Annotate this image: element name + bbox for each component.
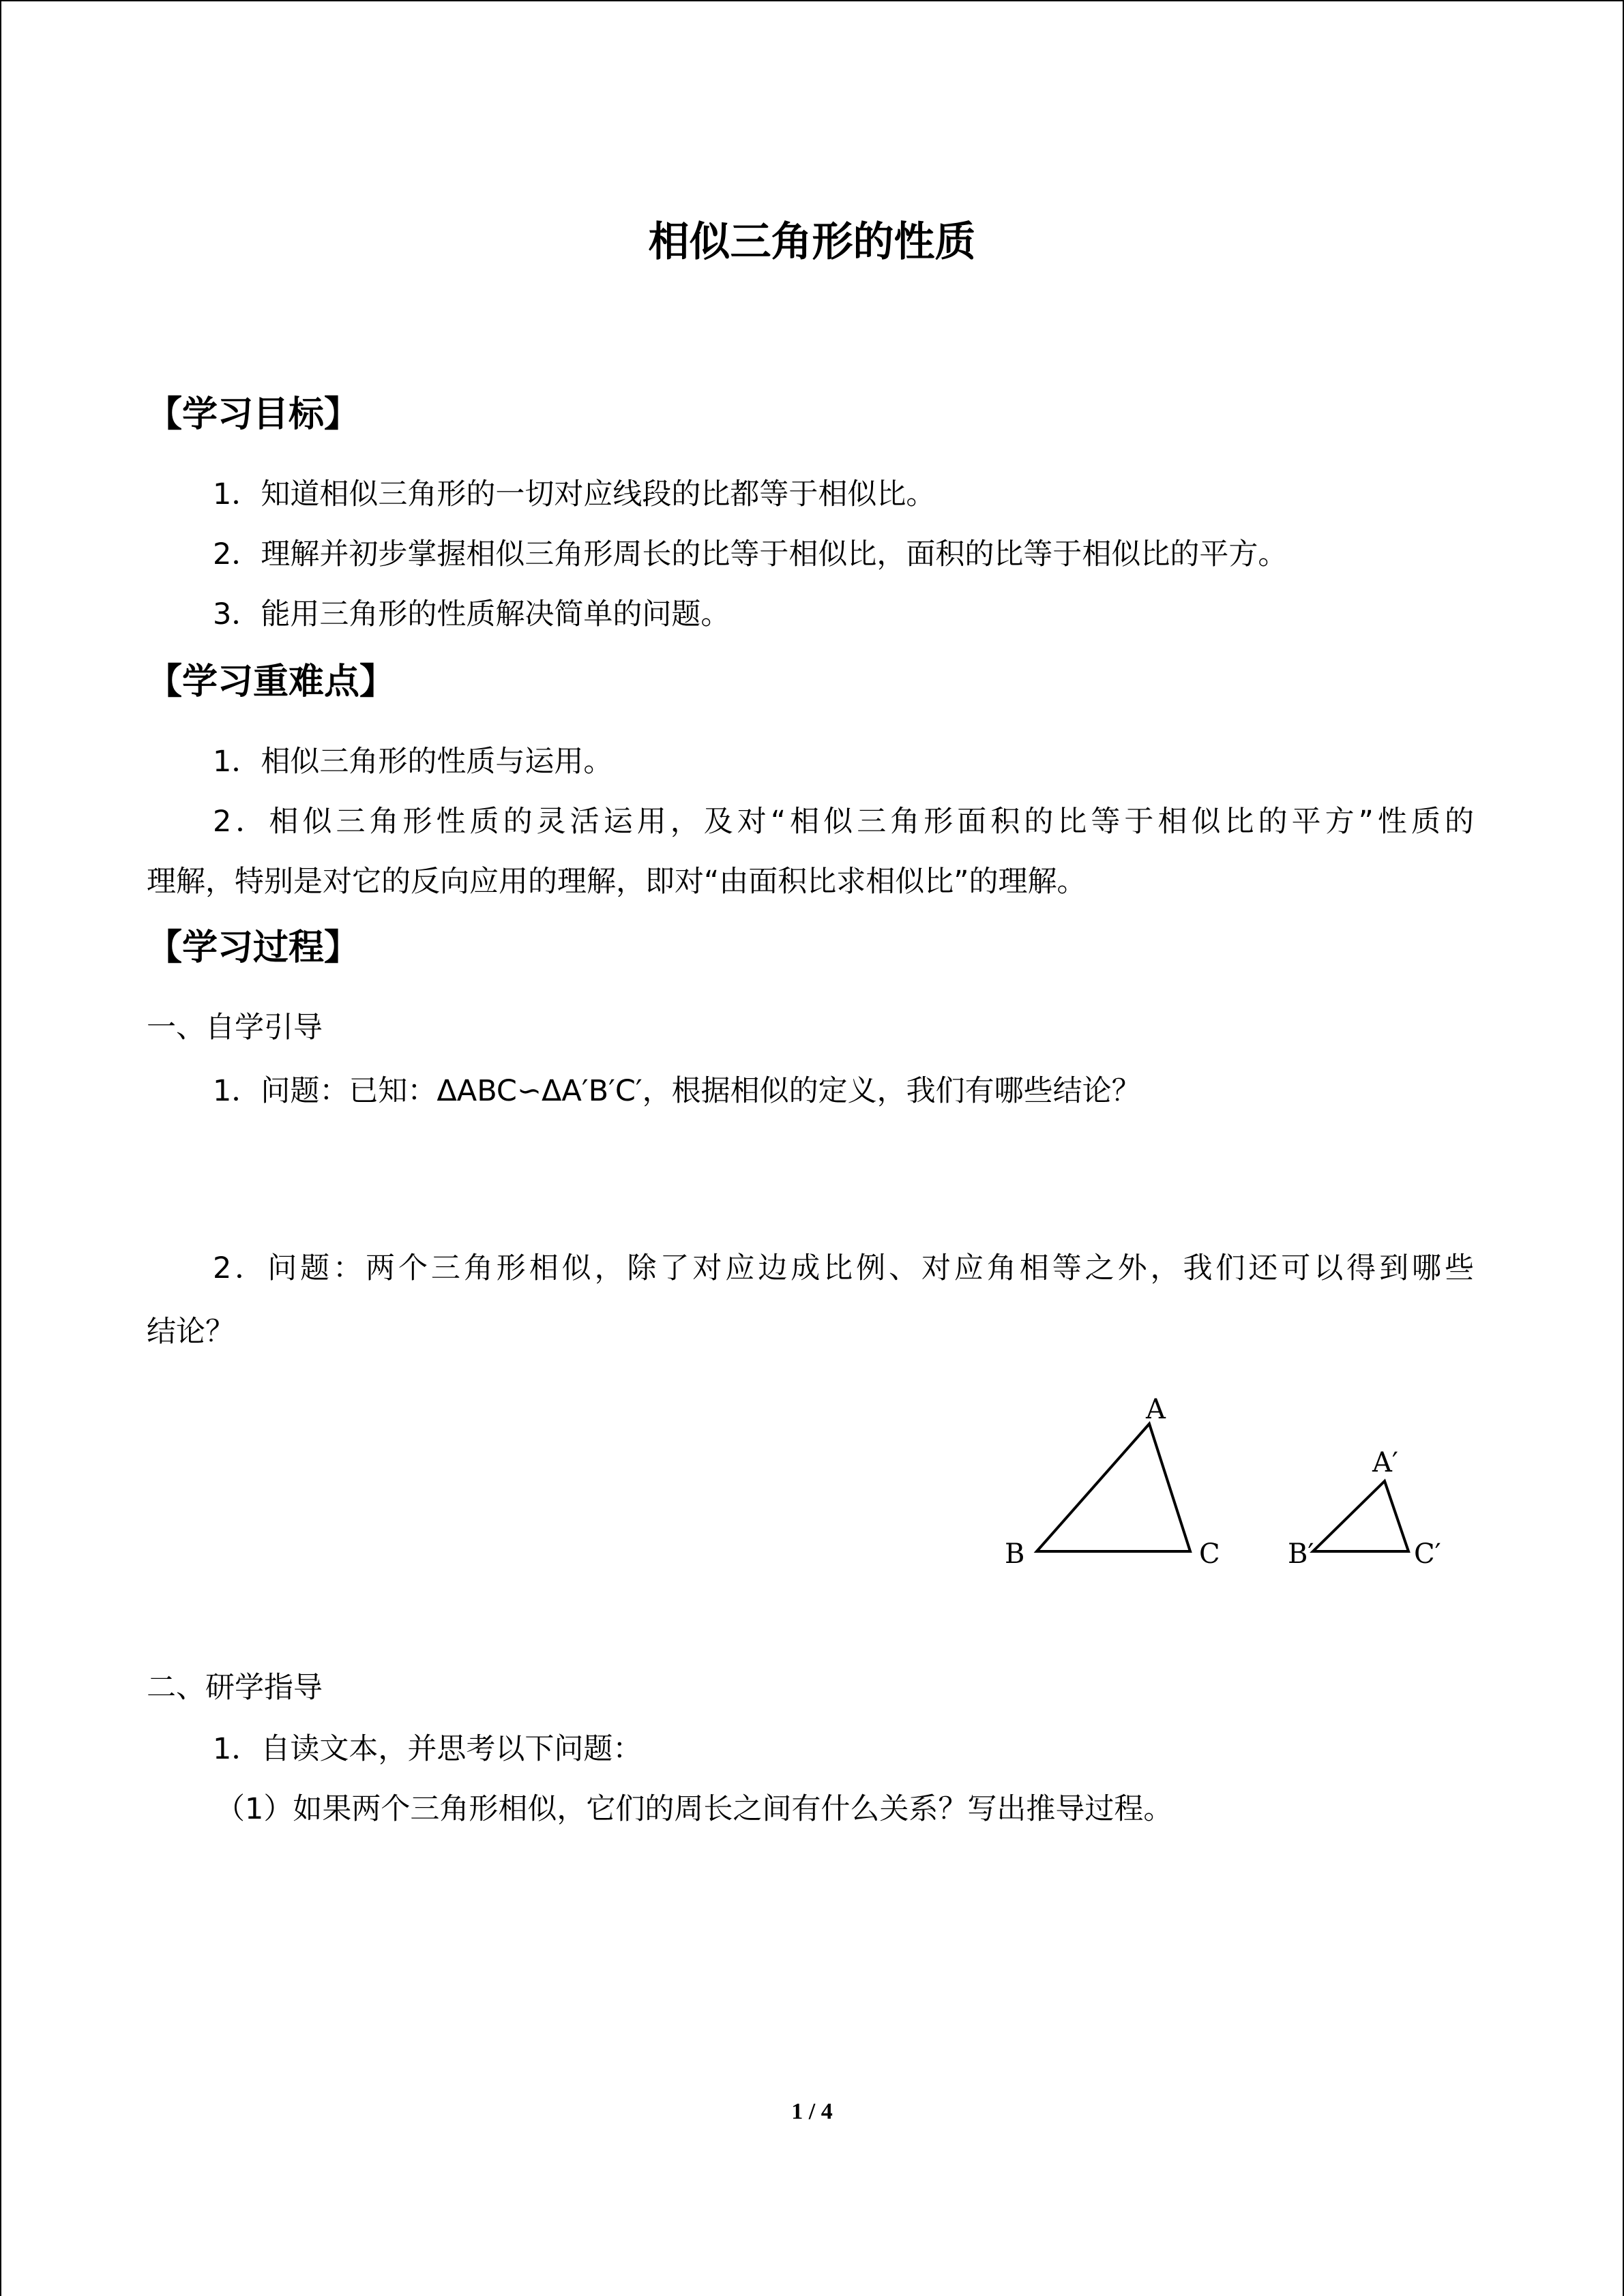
page-title: 相似三角形的性质 — [648, 218, 976, 266]
part2-item-1-sub-1: （1）如果两个三角形相似，它们的周长之间有什么关系？写出推导过程。 — [216, 1792, 1173, 1826]
part1-question-1: 1．问题：已知：ΔABC∽ΔA′B′C′，根据相似的定义，我们有哪些结论？ — [213, 1074, 1141, 1108]
key-points-heading: 【学习重难点】 — [147, 661, 396, 702]
small-triangle-vertex-b: B′ — [1288, 1538, 1314, 1570]
objective-item-1: 1．知道相似三角形的一切对应线段的比都等于相似比。 — [213, 477, 936, 511]
large-triangle-vertex-a: A — [1146, 1394, 1166, 1425]
objective-item-2: 2．理解并初步掌握相似三角形周长的比等于相似比，面积的比等于相似比的平方。 — [213, 537, 1288, 571]
part2-title: 二、研学指导 — [147, 1671, 323, 1705]
key-point-item-2: 2．相似三角形性质的灵活运用，及对“相似三角形面积的比等于相似比的平方”性质的 — [213, 805, 1474, 839]
small-triangle — [1288, 1447, 1441, 1570]
large-triangle-vertex-b: B — [1005, 1538, 1025, 1570]
part2-item-1: 1．自读文本，并思考以下问题： — [213, 1732, 643, 1766]
page-number: 1 / 4 — [791, 2099, 833, 2124]
process-heading: 【学习过程】 — [147, 927, 360, 968]
part1-question-2-continued: 结论？ — [147, 1315, 235, 1349]
key-point-item-1: 1．相似三角形的性质与运用。 — [213, 745, 613, 779]
large-triangle-vertex-c: C — [1199, 1538, 1220, 1570]
similar-triangles-figure — [992, 1391, 1470, 1582]
objective-item-3: 3．能用三角形的性质解决简单的问题。 — [213, 597, 730, 631]
part1-question-2: 2．问题：两个三角形相似，除了对应边成比例、对应角相等之外，我们还可以得到哪些 — [213, 1251, 1474, 1285]
part1-title: 一、自学引导 — [147, 1011, 323, 1045]
objectives-heading: 【学习目标】 — [147, 394, 360, 435]
key-point-item-2-continued: 理解，特别是对它的反向应用的理解，即对“由面积比求相似比”的理解。 — [147, 865, 1087, 899]
small-triangle-vertex-a: A′ — [1372, 1447, 1398, 1478]
small-triangle-vertex-c: C′ — [1414, 1538, 1441, 1570]
large-triangle — [1005, 1394, 1220, 1570]
